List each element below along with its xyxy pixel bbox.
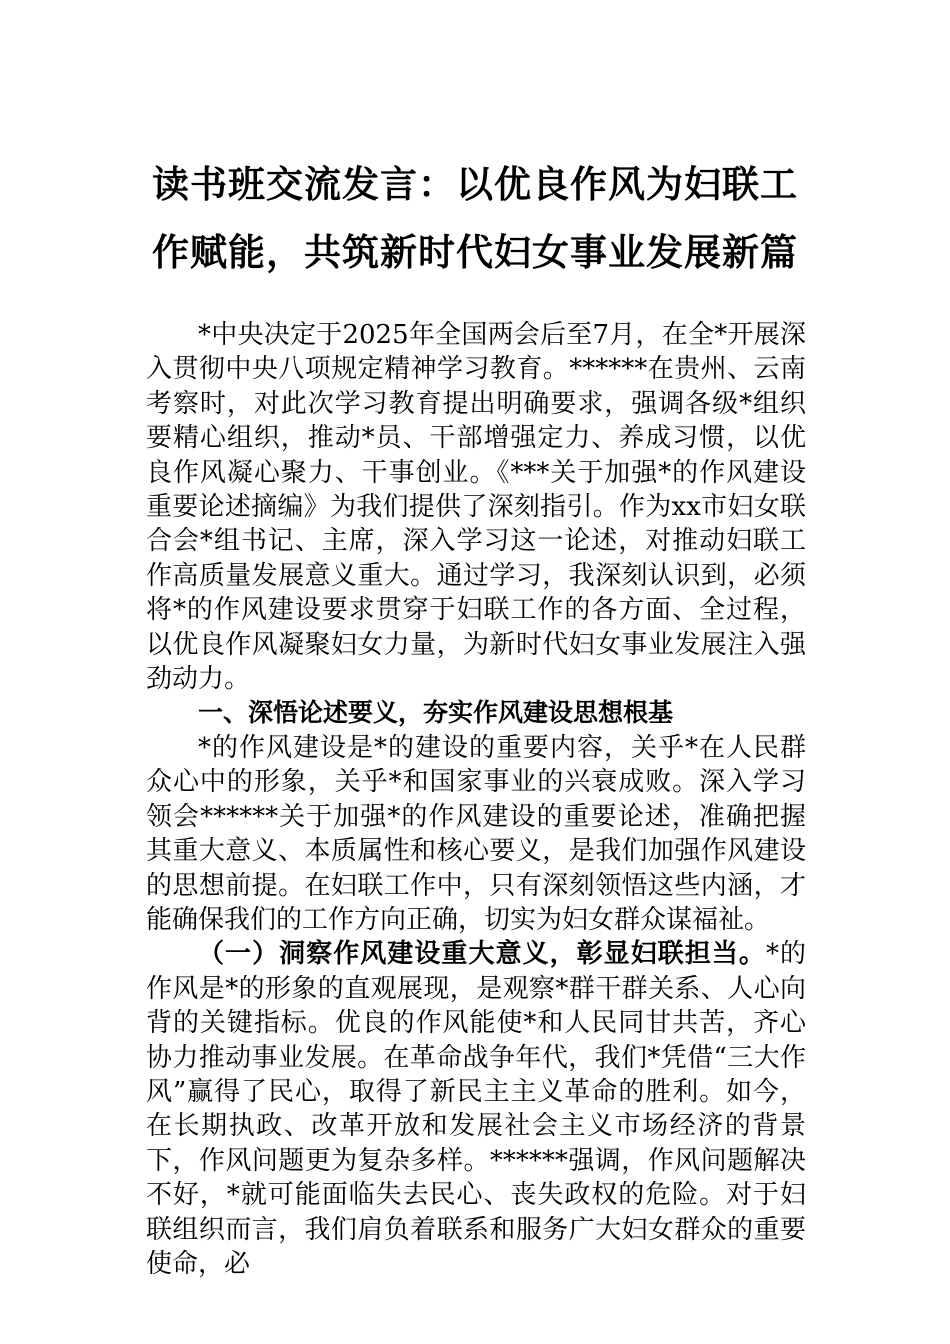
section-heading-1: 一、深悟论述要义，夯实作风建设思想根基	[198, 698, 674, 728]
intro-paragraph: *中央决定于2025年全国两会后至7月，在全*开展深入贯彻中央八项规定精神学习教育。******在贵州、云南考察时，对此次学习教育提出明确要求，强调各级*组织要精心组织，推动*员、干部增强定力、养成习惯，以优良作风凝心聚力、干事创业。《***关于加强*的作风建设重要论述摘编》为我们提供了深刻指引。作为xx市妇女联合会*组书记、主席，深入学习这一论述，对推动妇联工作高质量发展意义重大。通过学习，我深刻认识到，必须将*的作风建设要求贯穿于妇联工作的各方面、全过程，以优良作风凝聚妇女力量，为新时代妇女事业发展注入强劲动力。	[146, 320, 806, 695]
section-1-paragraph: *的作风建设是*的建设的重要内容，关乎*在人民群众心中的形象，关乎*和国家事业的兴衰成败。深入学习领会******关于加强*的作风建设的重要论述，准确把握其重大意义、本质属性和核心要义，是我们加强作风建设的思想前提。在妇联工作中，只有深刻领悟这些内涵，才能确保我们的工作方向正确，切实为妇女群众谋福祉。	[146, 732, 806, 935]
subsection-1-paragraph	[146, 937, 806, 1281]
document-title: 读书班交流发言：以优良作风为妇联工作赋能，共筑新时代妇女事业发展新篇	[152, 162, 798, 274]
subsection-1-lead: （一）洞察作风建设重大意义，彰显妇联担当。	[198, 939, 766, 970]
document-body	[146, 318, 806, 1281]
subsection-1-text: *的作风是*的形象的直观展现，是观察*群干群关系、人心向背的关键指标。优良的作风能使*和人民同甘共苦，齐心协力推动事业发展。在革命战争年代，我们*凭借“三大作风”赢得了民心，取得了新民主主义革命的胜利。如今，在长期执政、改革开放和发展社会主义市场经济的背景下，作风问题更为复杂多样。******强调，作风问题解决不好，*就可能面临失去民心、丧失政权的危险。对于妇联组织而言，我们肩负着联系和服务广大妇女群众的重要使命，必	[146, 939, 806, 1279]
